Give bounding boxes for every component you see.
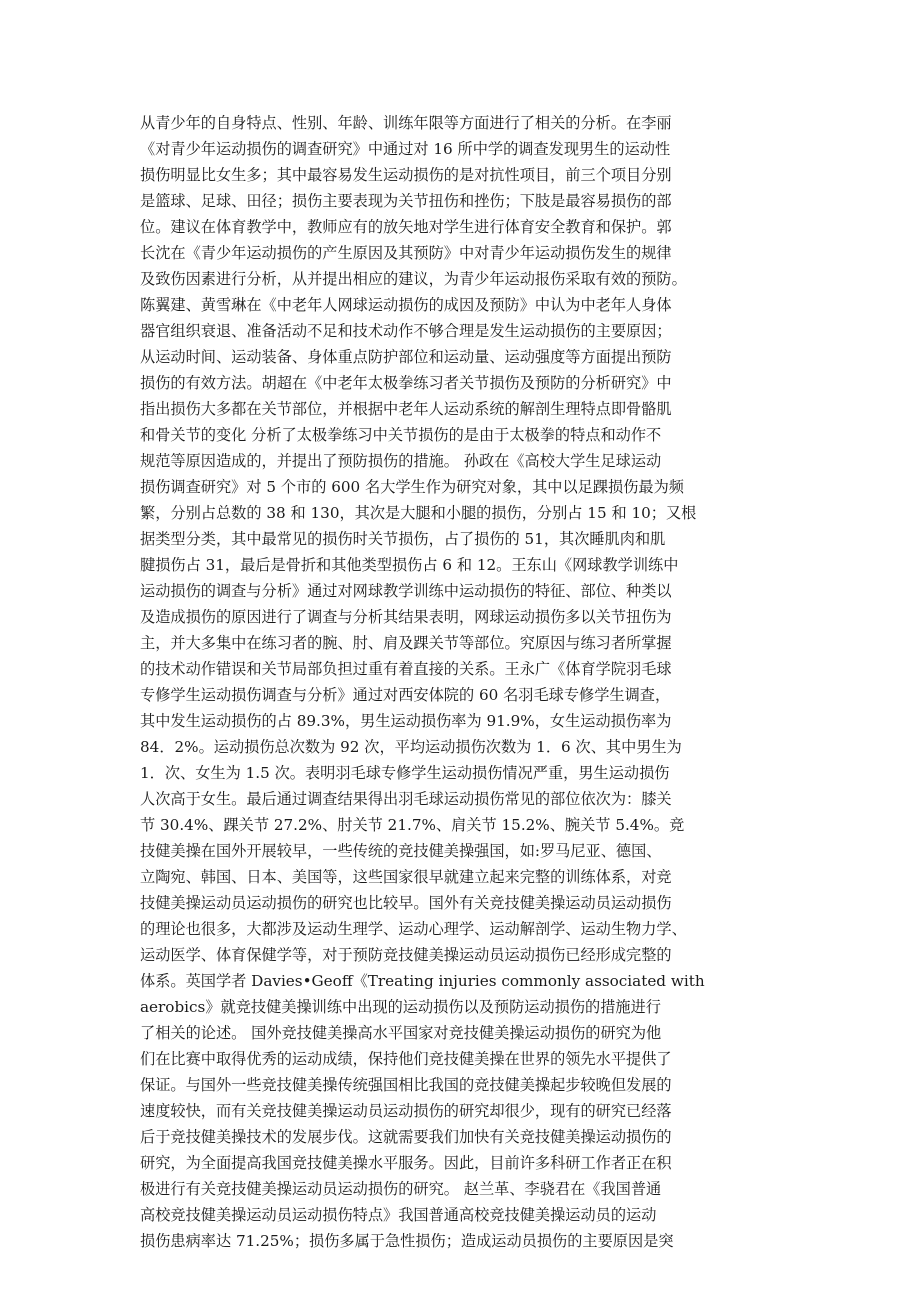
text-line: 人次高于女生。最后通过调查结果得出羽毛球运动损伤常见的部位依次为：膝关: [140, 790, 672, 808]
text-line: 的理论也很多，大都涉及运动生理学、运动心理学、运动解剖学、运动生物力学、: [140, 920, 687, 938]
text-line: 主，并大多集中在练习者的腕、肘、肩及踝关节等部位。究原因与练习者所掌握: [140, 634, 672, 652]
text-line: 繁，分别占总数的 38 和 130，其次是大腿和小腿的损伤，分别占 15 和 10；又根: [140, 504, 697, 522]
text-line: 1．次、女生为 1.5 次。表明羽毛球专修学生运动损伤情况严重，男生运动损伤: [140, 764, 670, 782]
text-line: 技健美操运动员运动损伤的研究也比较早。国外有关竞技健美操运动员运动损伤: [140, 894, 672, 912]
text-line: 从青少年的自身特点、性别、年龄、训练年限等方面进行了相关的分析。在李丽: [140, 114, 672, 132]
text-line: 的技术动作错误和关节局部负担过重有着直接的关系。王永广《体育学院羽毛球: [140, 660, 672, 678]
text-line: 陈翼建、黄雪琳在《中老年人网球运动损伤的成因及预防》中认为中老年人身体: [140, 296, 672, 314]
text-line: 运动医学、体育保健学等，对于预防竞技健美操运动员运动损伤已经形成完整的: [140, 946, 672, 964]
text-line: 专修学生运动损伤调查与分析》通过对西安体院的 60 名羽毛球专修学生调查，: [140, 686, 671, 704]
text-line: 体系。英国学者 Davies•Geoff《Treating injuries commonly associated with: [140, 972, 705, 990]
text-line: 长沈在《青少年运动损伤的产生原因及其预防》中对青少年运动损伤发生的规律: [140, 244, 672, 262]
text-line: 极进行有关竞技健美操运动员运动损伤的研究。 赵兰革、李骁君在《我国普通: [140, 1180, 662, 1198]
text-line: 其中发生运动损伤的占 89.3%，男生运动损伤率为 91.9%，女生运动损伤率为: [140, 712, 672, 730]
text-line: 损伤患病率达 71.25%；损伤多属于急性损伤；造成运动员损伤的主要原因是突: [140, 1232, 674, 1250]
text-line: 指出损伤大多都在关节部位，并根据中老年人运动系统的解剖生理特点即骨骼肌: [140, 400, 672, 418]
text-line: 位。建议在体育教学中，教师应有的放矢地对学生进行体育安全教育和保护。郭: [140, 218, 672, 236]
text-line: 损伤明显比女生多；其中最容易发生运动损伤的是对抗性项目，前三个项目分别: [140, 166, 672, 184]
text-line: 损伤的有效方法。胡超在《中老年太极拳练习者关节损伤及预防的分析研究》中: [140, 374, 672, 392]
text-line: 《对青少年运动损伤的调查研究》中通过对 16 所中学的调查发现男生的运动性: [140, 140, 671, 158]
text-line: 84．2%。运动损伤总次数为 92 次，平均运动损伤次数为 1．6 次、其中男生为: [140, 738, 682, 756]
text-line: 据类型分类，其中最常见的损伤时关节损伤，占了损伤的 51，其次睡肌肉和肌: [140, 530, 666, 548]
body-paragraph: [140, 110, 790, 1254]
text-line: 从运动时间、运动装备、身体重点防护部位和运动量、运动强度等方面提出预防: [140, 348, 672, 366]
text-line: aerobics》就竞技健美操训练中出现的运动损伤以及预防运动损伤的措施进行: [140, 998, 661, 1016]
text-line: 们在比赛中取得优秀的运动成绩，保持他们竞技健美操在世界的领先水平提供了: [140, 1050, 672, 1068]
text-line: 器官组织衰退、准备活动不足和技术动作不够合理是发生运动损伤的主要原因；: [140, 322, 672, 340]
text-line: 立陶宛、韩国、日本、美国等，这些国家很早就建立起来完整的训练体系，对竞: [140, 868, 672, 886]
text-line: 高校竞技健美操运动员运动损伤特点》我国普通高校竞技健美操运动员的运动: [140, 1206, 657, 1224]
text-line: 运动损伤的调查与分析》通过对网球教学训练中运动损伤的特征、部位、种类以: [140, 582, 672, 600]
text-line: 腱损伤占 31，最后是骨折和其他类型损伤占 6 和 12。王东山《网球教学训练中: [140, 556, 679, 574]
text-line: 节 30.4%、踝关节 27.2%、肘关节 21.7%、肩关节 15.2%、腕关节 5.4%。竞: [140, 816, 685, 834]
text-line: 研究，为全面提高我国竞技健美操水平服务。因此，目前许多科研工作者正在积: [140, 1154, 672, 1172]
text-line: 和骨关节的变化 分析了太极拳练习中关节损伤的是由于太极拳的特点和动作不: [140, 426, 662, 444]
text-line: 后于竞技健美操技术的发展步伐。这就需要我们加快有关竞技健美操运动损伤的: [140, 1128, 672, 1146]
text-line: 速度较快，而有关竞技健美操运动员运动损伤的研究却很少，现有的研究已经落: [140, 1102, 672, 1120]
text-line: 保证。与国外一些竞技健美操传统强国相比我国的竞技健美操起步较晚但发展的: [140, 1076, 672, 1094]
text-line: 及造成损伤的原因进行了调查与分析其结果表明，网球运动损伤多以关节扭伤为: [140, 608, 672, 626]
text-line: 是篮球、足球、田径；损伤主要表现为关节扭伤和挫伤；下肢是最容易损伤的部: [140, 192, 672, 210]
text-line: 损伤调查研究》对 5 个市的 600 名大学生作为研究对象，其中以足踝损伤最为频: [140, 478, 684, 496]
text-line: 了相关的论述。 国外竞技健美操高水平国家对竞技健美操运动损伤的研究为他: [140, 1024, 662, 1042]
text-line: 及致伤因素进行分析，从并提出相应的建议，为青少年运动报伤采取有效的预防。: [140, 270, 687, 288]
text-line: 技健美操在国外开展较早，一些传统的竞技健美操强国，如:罗马尼亚、德国、: [140, 842, 662, 860]
text-line: 规范等原因造成的，并提出了预防损伤的措施。 孙政在《高校大学生足球运动: [140, 452, 662, 470]
